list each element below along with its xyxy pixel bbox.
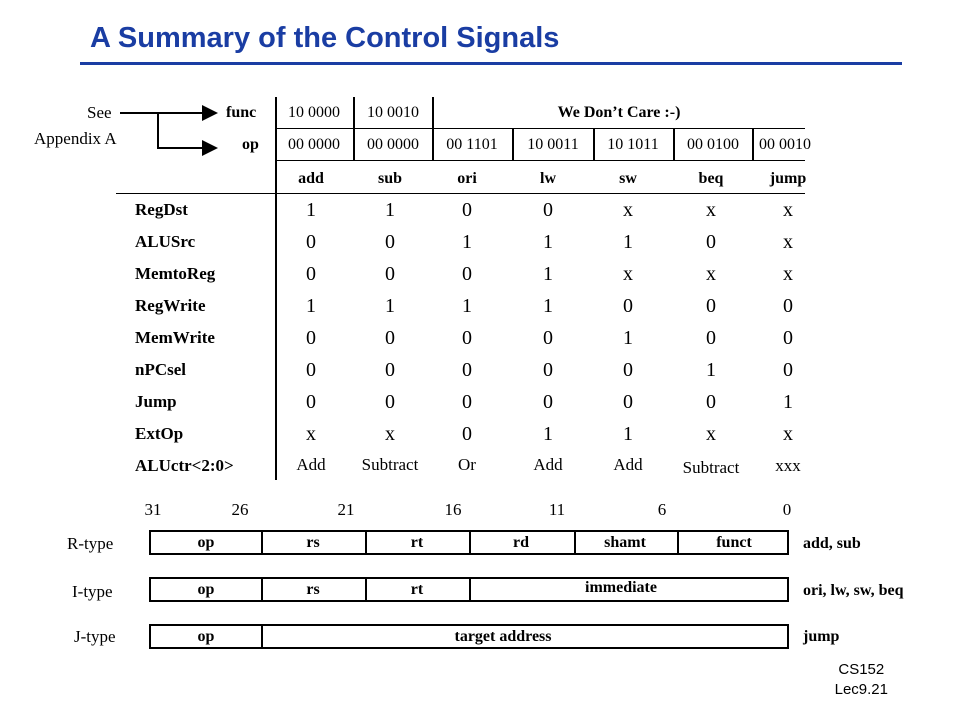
instruction-header: sub — [377, 170, 403, 187]
bit-position: 11 — [548, 500, 566, 519]
see-note: See — [87, 103, 112, 122]
signal-name: nPCsel — [135, 360, 186, 379]
signal-value: 1 — [306, 295, 316, 317]
format-usage: add, sub — [803, 535, 861, 552]
see-note-appendix: Appendix A — [34, 129, 117, 148]
field-rd: rd — [513, 534, 529, 551]
field-op: op — [197, 534, 215, 551]
signal-value: 0 — [462, 327, 472, 349]
instruction-header: lw — [540, 170, 556, 187]
format-usage: ori, lw, sw, beq — [803, 582, 904, 599]
signal-name: MemtoReg — [135, 264, 216, 283]
signal-value: 1 — [543, 231, 553, 253]
signal-name: RegDst — [135, 200, 188, 219]
signal-value: 0 — [385, 359, 395, 381]
table-divider — [277, 128, 805, 129]
op-value: 10 0011 — [527, 136, 579, 153]
signal-value: 0 — [306, 327, 316, 349]
r-type-format — [149, 530, 789, 555]
op-value: 00 0100 — [687, 136, 739, 153]
format-label: R-type — [67, 534, 114, 553]
column-divider — [593, 128, 595, 160]
signal-value: 0 — [385, 391, 395, 413]
instruction-header: sw — [619, 170, 637, 187]
field-op: op — [197, 628, 215, 645]
field-immediate: immediate — [585, 579, 657, 596]
bit-position: 16 — [444, 500, 462, 519]
signal-value: 0 — [783, 295, 793, 317]
signal-name: MemWrite — [135, 328, 215, 347]
signal-value: 0 — [462, 199, 472, 221]
op-value: 00 0000 — [288, 136, 340, 153]
signal-value: 0 — [706, 391, 716, 413]
instruction-header: ori — [457, 170, 477, 187]
signal-value: 1 — [623, 327, 633, 349]
signal-value: 1 — [385, 199, 395, 221]
column-divider — [673, 128, 675, 160]
signal-name: ALUctr<2:0> — [135, 456, 234, 475]
signal-value: x — [623, 263, 633, 285]
signal-value: 0 — [623, 295, 633, 317]
table-left-border — [275, 97, 277, 480]
column-divider — [432, 128, 434, 160]
signal-value: x — [706, 263, 716, 285]
table-divider — [116, 193, 805, 194]
signal-value: x — [706, 199, 716, 221]
signal-name: RegWrite — [135, 296, 206, 315]
bit-position: 31 — [144, 500, 162, 519]
op-value: 00 0000 — [367, 136, 419, 153]
field-op: op — [197, 581, 215, 598]
signal-value: 0 — [462, 263, 472, 285]
signal-value: 0 — [783, 359, 793, 381]
signal-value: xxx — [775, 456, 801, 475]
signal-value: 0 — [543, 199, 553, 221]
column-divider — [512, 128, 514, 160]
signal-value: Add — [533, 455, 563, 474]
signal-value: 0 — [623, 359, 633, 381]
signal-value: 1 — [623, 231, 633, 253]
field-funct: funct — [716, 534, 752, 551]
format-label: I-type — [72, 582, 113, 601]
instruction-header: jump — [769, 170, 807, 187]
j-type-format — [149, 624, 789, 649]
column-divider — [432, 97, 434, 128]
func-label: func — [226, 104, 257, 121]
table-divider — [277, 160, 805, 161]
signal-value: 0 — [306, 391, 316, 413]
field-shamt: shamt — [604, 534, 646, 551]
signal-value: x — [783, 231, 793, 253]
signal-value: 0 — [543, 327, 553, 349]
see-note-arrows — [118, 100, 228, 160]
signal-value: x — [623, 199, 633, 221]
instruction-header: beq — [698, 170, 724, 187]
signal-value: 1 — [623, 423, 633, 445]
format-usage: jump — [803, 628, 840, 645]
signal-value: 1 — [706, 359, 716, 381]
title-underline — [80, 62, 902, 65]
signal-value: 0 — [706, 327, 716, 349]
bit-position: 21 — [337, 500, 355, 519]
instruction-header: add — [298, 170, 324, 187]
lecture-label: Lec9.21 — [834, 681, 888, 698]
dont-care-note: We Don’t Care :-) — [557, 104, 681, 121]
footer — [835, 660, 888, 700]
signal-value: 0 — [306, 231, 316, 253]
signal-value: 0 — [306, 359, 316, 381]
column-divider — [752, 128, 754, 160]
signal-value: 0 — [706, 231, 716, 253]
signal-name: ExtOp — [135, 424, 184, 443]
field-rt: rt — [410, 534, 424, 551]
signal-value: x — [783, 423, 793, 445]
signal-value: 0 — [306, 263, 316, 285]
i-type-format — [149, 577, 789, 602]
signal-value: 0 — [385, 327, 395, 349]
func-value: 10 0010 — [367, 104, 419, 121]
op-value: 00 1101 — [446, 136, 498, 153]
signal-value: 0 — [462, 359, 472, 381]
signal-value: x — [783, 199, 793, 221]
signal-value: 0 — [543, 391, 553, 413]
bit-position: 6 — [657, 500, 667, 519]
signal-value: 0 — [543, 359, 553, 381]
signal-value: x — [706, 423, 716, 445]
signal-value: x — [385, 423, 395, 445]
signal-value: 1 — [543, 423, 553, 445]
field-rs: rs — [306, 534, 320, 551]
signal-value: 0 — [706, 295, 716, 317]
op-value: 10 1011 — [607, 136, 659, 153]
course-label: CS152 — [838, 661, 885, 678]
signal-value: 1 — [306, 199, 316, 221]
page-title: A Summary of the Control Signals — [90, 22, 560, 54]
signal-value: Add — [296, 455, 326, 474]
signal-value: 1 — [462, 295, 472, 317]
signal-value: 0 — [462, 423, 472, 445]
signal-value: Add — [613, 455, 643, 474]
op-value: 00 0010 — [759, 136, 811, 153]
signal-value: Or — [458, 455, 476, 474]
bit-position: 0 — [782, 500, 792, 519]
signal-value: 0 — [462, 391, 472, 413]
bit-position: 26 — [231, 500, 249, 519]
signal-value: 1 — [543, 263, 553, 285]
format-label: J-type — [74, 627, 116, 646]
signal-value: 0 — [385, 263, 395, 285]
signal-value: 1 — [385, 295, 395, 317]
signal-value: 1 — [543, 295, 553, 317]
signal-name: ALUSrc — [135, 232, 196, 251]
func-value: 10 0000 — [288, 104, 340, 121]
op-label: op — [242, 136, 259, 153]
signal-value: x — [783, 263, 793, 285]
column-divider — [353, 128, 355, 160]
signal-value: 0 — [623, 391, 633, 413]
column-divider — [353, 97, 355, 128]
signal-name: Jump — [135, 392, 177, 411]
field-target-address: target address — [454, 628, 552, 645]
signal-value: 0 — [385, 231, 395, 253]
signal-value: Subtract — [361, 455, 419, 474]
field-rt: rt — [410, 581, 424, 598]
field-rs: rs — [306, 581, 320, 598]
signal-value: Subtract — [682, 458, 740, 477]
signal-value: x — [306, 423, 316, 445]
signal-value: 1 — [783, 391, 793, 413]
signal-value: 1 — [462, 231, 472, 253]
signal-value: 0 — [783, 327, 793, 349]
